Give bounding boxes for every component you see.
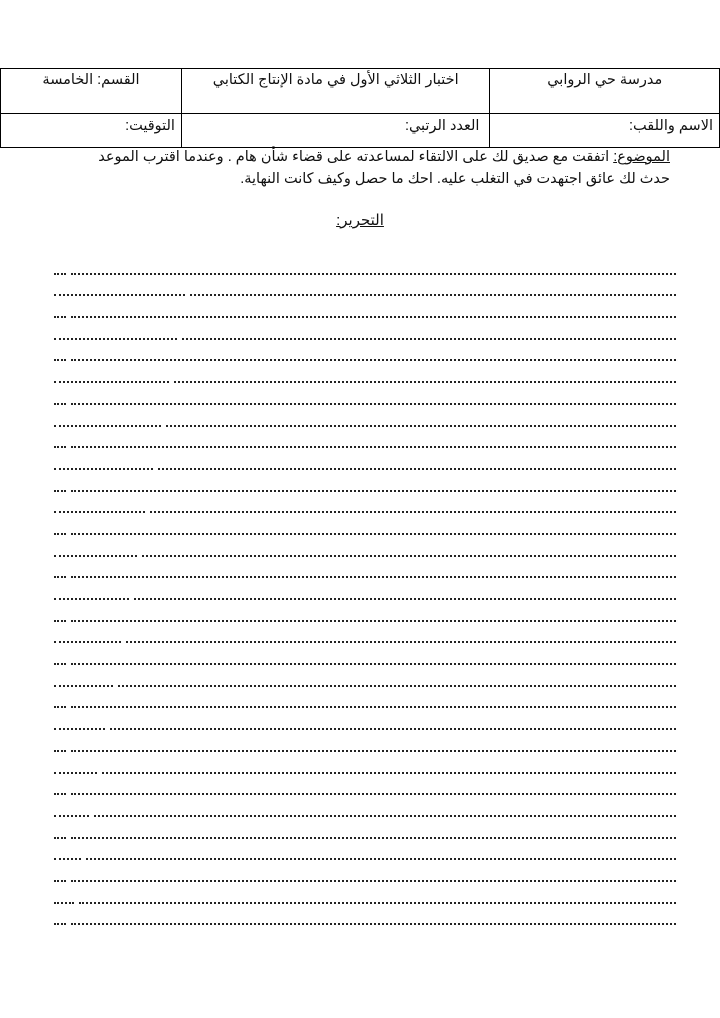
number-field[interactable]: العدد الرتبي: <box>181 114 489 148</box>
writing-line[interactable] <box>54 410 676 432</box>
dotted-segment <box>118 685 676 687</box>
dotted-segment <box>54 923 66 925</box>
dotted-segment <box>79 902 676 904</box>
dotted-segment <box>54 381 169 383</box>
dotted-segment <box>54 772 97 774</box>
writing-line[interactable] <box>54 822 676 844</box>
dotted-segment <box>71 706 676 708</box>
dotted-segment <box>54 511 145 513</box>
writing-line[interactable] <box>54 844 676 866</box>
dotted-segment <box>54 403 66 405</box>
subject-text-2: حدث لك عائق اجتهدت في التغلب عليه. احك ما حصل وكيف كانت النهاية. <box>240 171 670 187</box>
dotted-segment <box>54 880 66 882</box>
writing-line[interactable] <box>54 453 676 475</box>
writing-line[interactable] <box>54 887 676 909</box>
dotted-segment <box>54 663 66 665</box>
writing-line[interactable] <box>54 713 676 735</box>
dotted-segment <box>54 598 129 600</box>
dotted-segment <box>94 815 676 817</box>
writing-line[interactable] <box>54 627 676 649</box>
writing-line[interactable] <box>54 258 676 280</box>
name-field[interactable]: الاسم واللقب: <box>490 114 720 148</box>
writing-line[interactable] <box>54 280 676 302</box>
dotted-segment <box>54 468 153 470</box>
dotted-segment <box>54 793 66 795</box>
dotted-segment <box>54 273 66 275</box>
time-field[interactable]: التوقيت: <box>1 114 182 148</box>
dotted-segment <box>71 880 676 882</box>
dotted-segment <box>54 576 66 578</box>
dotted-segment <box>166 425 676 427</box>
dotted-segment <box>126 641 676 643</box>
dotted-segment <box>54 706 66 708</box>
dotted-segment <box>190 294 676 296</box>
dotted-segment <box>54 316 66 318</box>
dotted-segment <box>71 533 676 535</box>
writing-line[interactable] <box>54 605 676 627</box>
writing-line[interactable] <box>54 648 676 670</box>
writing-line[interactable] <box>54 865 676 887</box>
dotted-segment <box>54 425 161 427</box>
dotted-segment <box>71 490 676 492</box>
writing-title: التحرير: <box>336 212 384 229</box>
class-label: القسم: الخامسة <box>1 69 182 114</box>
writing-line[interactable] <box>54 540 676 562</box>
header-table <box>0 68 720 148</box>
dotted-segment <box>150 511 676 513</box>
dotted-segment <box>110 728 676 730</box>
dotted-segment <box>86 858 676 860</box>
dotted-segment <box>71 446 676 448</box>
dotted-segment <box>71 576 676 578</box>
dotted-segment <box>71 403 676 405</box>
writing-line[interactable] <box>54 301 676 323</box>
dotted-segment <box>71 663 676 665</box>
writing-line[interactable] <box>54 562 676 584</box>
dotted-segment <box>71 923 676 925</box>
writing-line[interactable] <box>54 475 676 497</box>
exam-title: اختبار الثلاثي الأول في مادة الإنتاج الكتابي <box>181 69 489 114</box>
dotted-segment <box>54 359 66 361</box>
dotted-segment <box>54 641 121 643</box>
dotted-segment <box>174 381 676 383</box>
subject-label: الموضوع: <box>613 149 670 165</box>
writing-line[interactable] <box>54 909 676 931</box>
dotted-segment <box>54 728 105 730</box>
writing-line[interactable] <box>54 800 676 822</box>
dotted-segment <box>71 750 676 752</box>
writing-line[interactable] <box>54 323 676 345</box>
dotted-segment <box>142 555 676 557</box>
dotted-segment <box>54 338 177 340</box>
writing-line[interactable] <box>54 583 676 605</box>
writing-line[interactable] <box>54 432 676 454</box>
dotted-segment <box>54 902 74 904</box>
dotted-segment <box>134 598 676 600</box>
subject-block <box>40 146 670 190</box>
dotted-segment <box>54 685 113 687</box>
dotted-segment <box>54 555 137 557</box>
dotted-segment <box>54 490 66 492</box>
dotted-segment <box>102 772 676 774</box>
writing-line[interactable] <box>54 497 676 519</box>
dotted-segment <box>71 316 676 318</box>
writing-line[interactable] <box>54 757 676 779</box>
dotted-segment <box>54 750 66 752</box>
dotted-segment <box>71 359 676 361</box>
dotted-segment <box>71 793 676 795</box>
writing-line[interactable] <box>54 345 676 367</box>
dotted-segment <box>71 273 676 275</box>
writing-line[interactable] <box>54 518 676 540</box>
dotted-segment <box>54 837 66 839</box>
writing-lines-area[interactable] <box>54 258 676 930</box>
dotted-segment <box>54 446 66 448</box>
subject-text-1: اتفقت مع صديق لك على الالتقاء لمساعدته على قضاء شأن هام . وعندما اقترب الموعد <box>98 149 614 165</box>
writing-line[interactable] <box>54 692 676 714</box>
dotted-segment <box>182 338 676 340</box>
dotted-segment <box>54 294 185 296</box>
dotted-segment <box>158 468 676 470</box>
subject-line-1 <box>40 146 670 168</box>
dotted-segment <box>54 533 66 535</box>
writing-line[interactable] <box>54 388 676 410</box>
writing-line[interactable] <box>54 366 676 388</box>
dotted-segment <box>54 858 81 860</box>
dotted-segment <box>71 620 676 622</box>
dotted-segment <box>54 620 66 622</box>
dotted-segment <box>54 815 89 817</box>
writing-line[interactable] <box>54 670 676 692</box>
writing-line[interactable] <box>54 735 676 757</box>
school-name: مدرسة حي الروابي <box>490 69 720 114</box>
writing-line[interactable] <box>54 779 676 801</box>
dotted-segment <box>71 837 676 839</box>
